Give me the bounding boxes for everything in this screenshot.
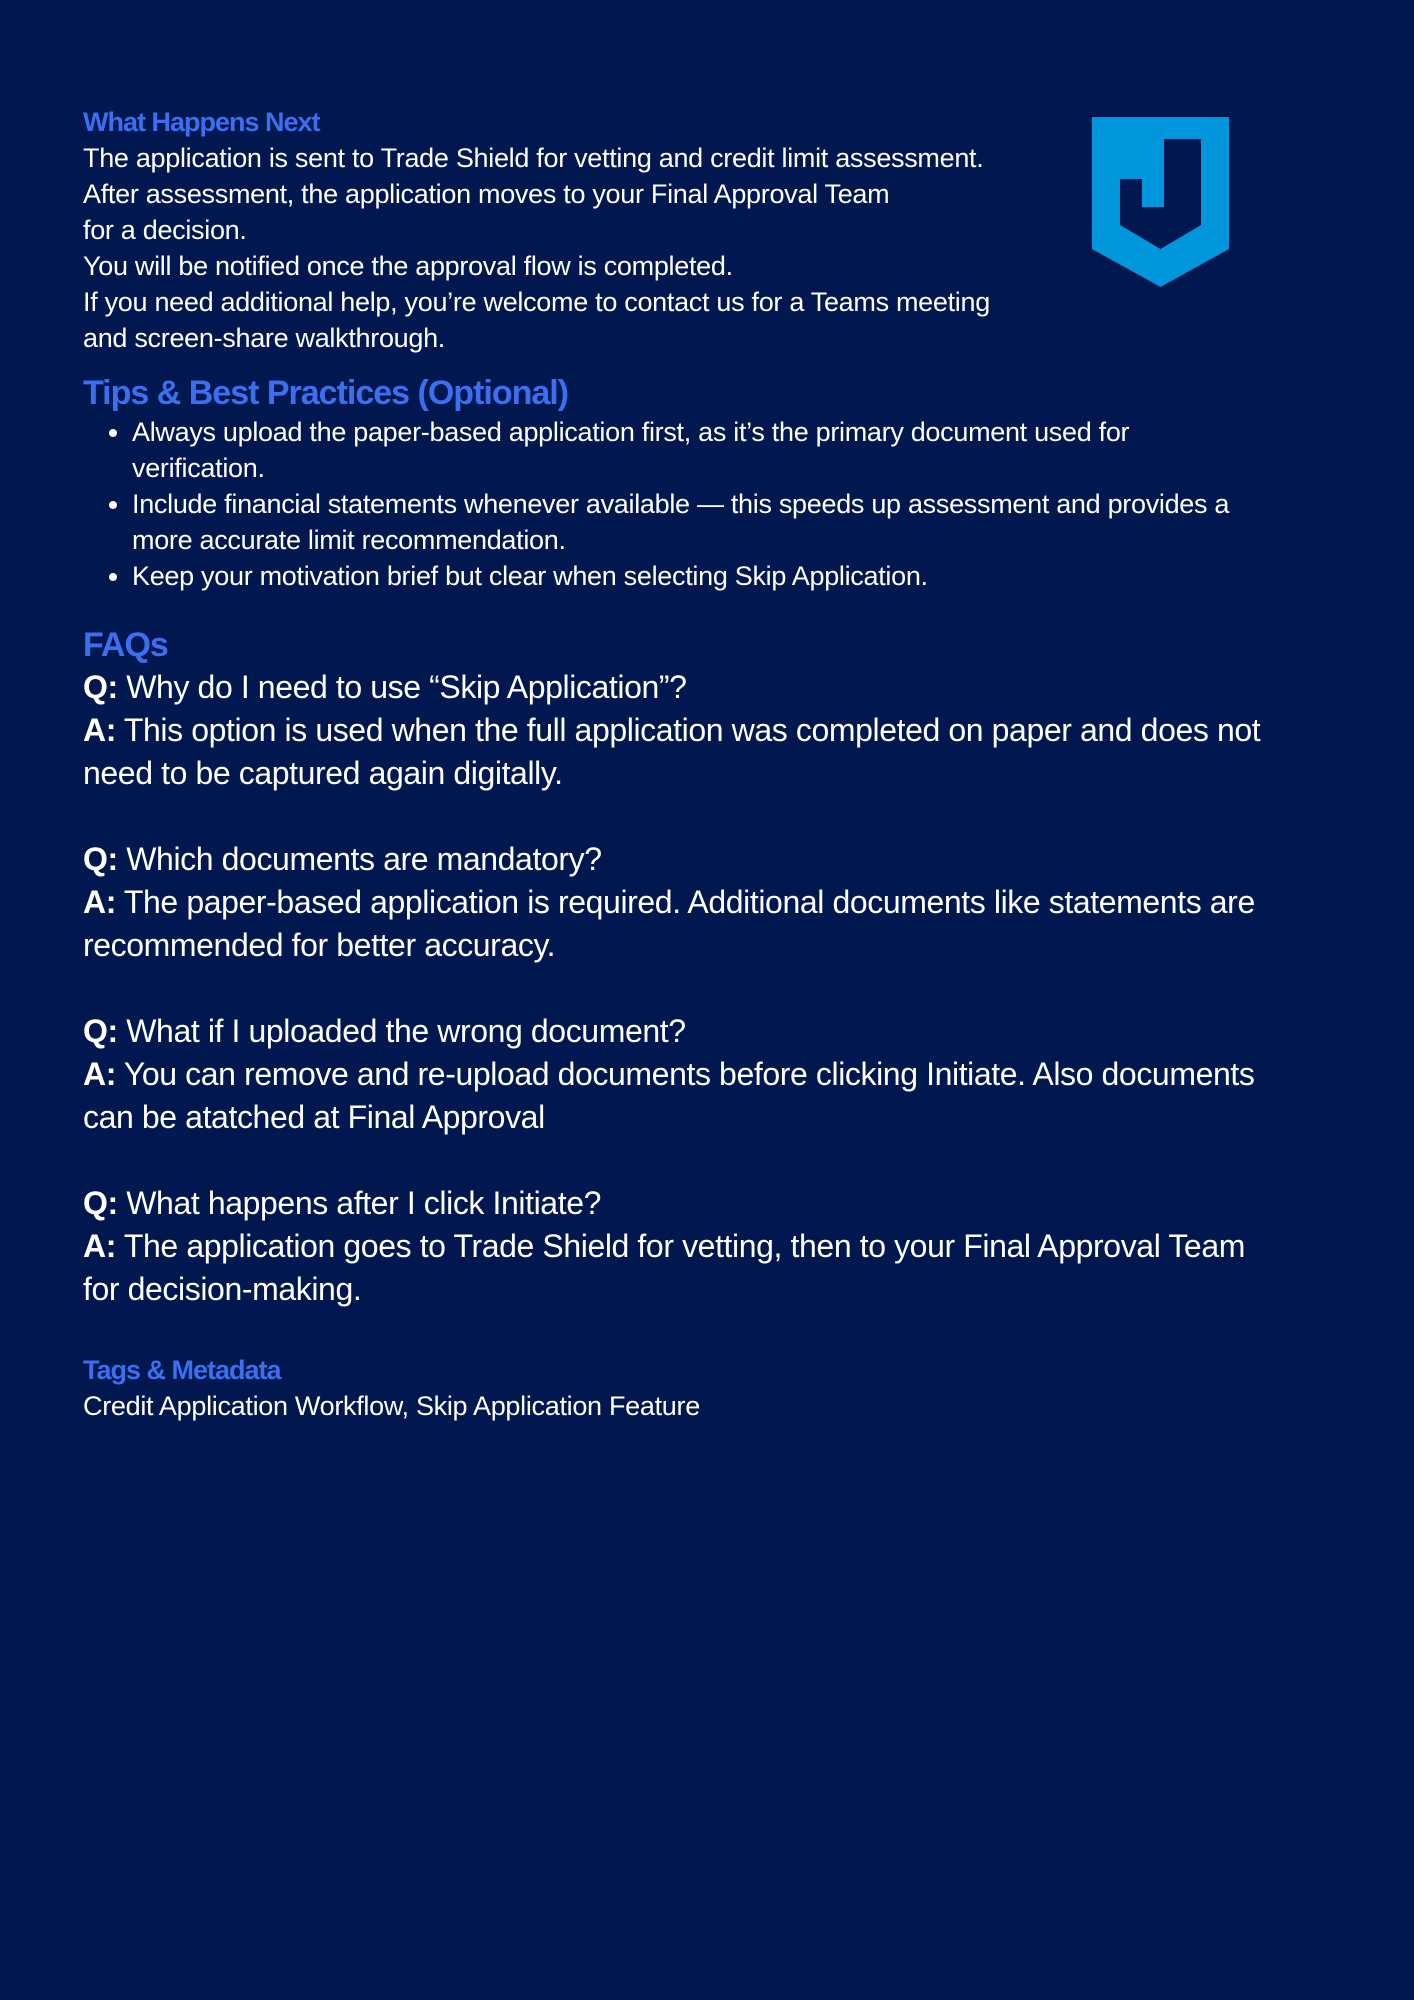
tags-section — [83, 1352, 1263, 1424]
faqs-section — [83, 624, 1263, 1311]
tags-heading: Tags & Metadata — [83, 1355, 281, 1385]
intro-line: and screen-share walkthrough. — [83, 323, 446, 353]
answer-text: The paper-based application is required. Additional documents like statements are recommended for better accuracy. — [83, 884, 1255, 963]
intro-line: for a decision. — [83, 215, 247, 245]
tips-heading: Tips & Best Practices (Optional) — [83, 374, 569, 412]
question-text: Which documents are mandatory? — [126, 841, 602, 877]
faq-answer — [83, 1225, 1263, 1311]
faq-item — [83, 1010, 1263, 1139]
question-text: What happens after I click Initiate? — [126, 1185, 601, 1221]
answer-label: A: — [83, 1228, 116, 1264]
tags-text: Credit Application Workflow, Skip Application Feature — [83, 1391, 700, 1421]
answer-text: The application goes to Trade Shield for vetting, then to your Final Approval Team for decision-making. — [83, 1228, 1245, 1307]
faqs-heading: FAQs — [83, 626, 168, 664]
question-label: Q: — [83, 669, 118, 705]
answer-text: This option is used when the full application was completed on paper and does not need to be captured again digitally. — [83, 712, 1261, 791]
faq-question — [83, 1010, 1263, 1053]
faq-question — [83, 838, 1263, 881]
question-label: Q: — [83, 1013, 118, 1049]
intro-line: The application is sent to Trade Shield for vetting and credit limit assessment. — [83, 143, 984, 173]
tip-item: • Keep your motivation brief but clear when selecting Skip Application. — [132, 558, 1263, 594]
faq-answer — [83, 881, 1263, 967]
faq-item — [83, 838, 1263, 967]
question-label: Q: — [83, 841, 118, 877]
question-label: Q: — [83, 1185, 118, 1221]
answer-label: A: — [83, 712, 116, 748]
tips-section — [83, 372, 1263, 594]
faq-question — [83, 666, 1263, 709]
intro-line: You will be notified once the approval flow is completed. — [83, 251, 733, 281]
what-happens-next-heading: What Happens Next — [83, 107, 320, 137]
question-text: Why do I need to use “Skip Application”? — [126, 669, 687, 705]
tip-item: • Always upload the paper-based application first, as it’s the primary document used for verification. — [132, 414, 1263, 486]
faq-item — [83, 666, 1263, 795]
answer-label: A: — [83, 884, 116, 920]
intro-line: If you need additional help, you’re welcome to contact us for a Teams meeting — [83, 287, 990, 317]
document-page — [83, 104, 1263, 1424]
tip-item: • Include financial statements whenever available — this speeds up assessment and provides a more accurate limit recommendation. — [132, 486, 1263, 558]
question-text: What if I uploaded the wrong document? — [126, 1013, 686, 1049]
answer-label: A: — [83, 1056, 116, 1092]
faq-answer — [83, 709, 1263, 795]
answer-text: You can remove and re-upload documents before clicking Initiate. Also documents can be atatched at Final Approval — [83, 1056, 1255, 1135]
faq-item — [83, 1182, 1263, 1311]
intro-line: After assessment, the application moves to your Final Approval Team — [83, 179, 890, 209]
faq-question — [83, 1182, 1263, 1225]
faq-answer — [83, 1053, 1263, 1139]
tips-list — [83, 414, 1263, 594]
what-happens-next-section — [83, 104, 1263, 356]
